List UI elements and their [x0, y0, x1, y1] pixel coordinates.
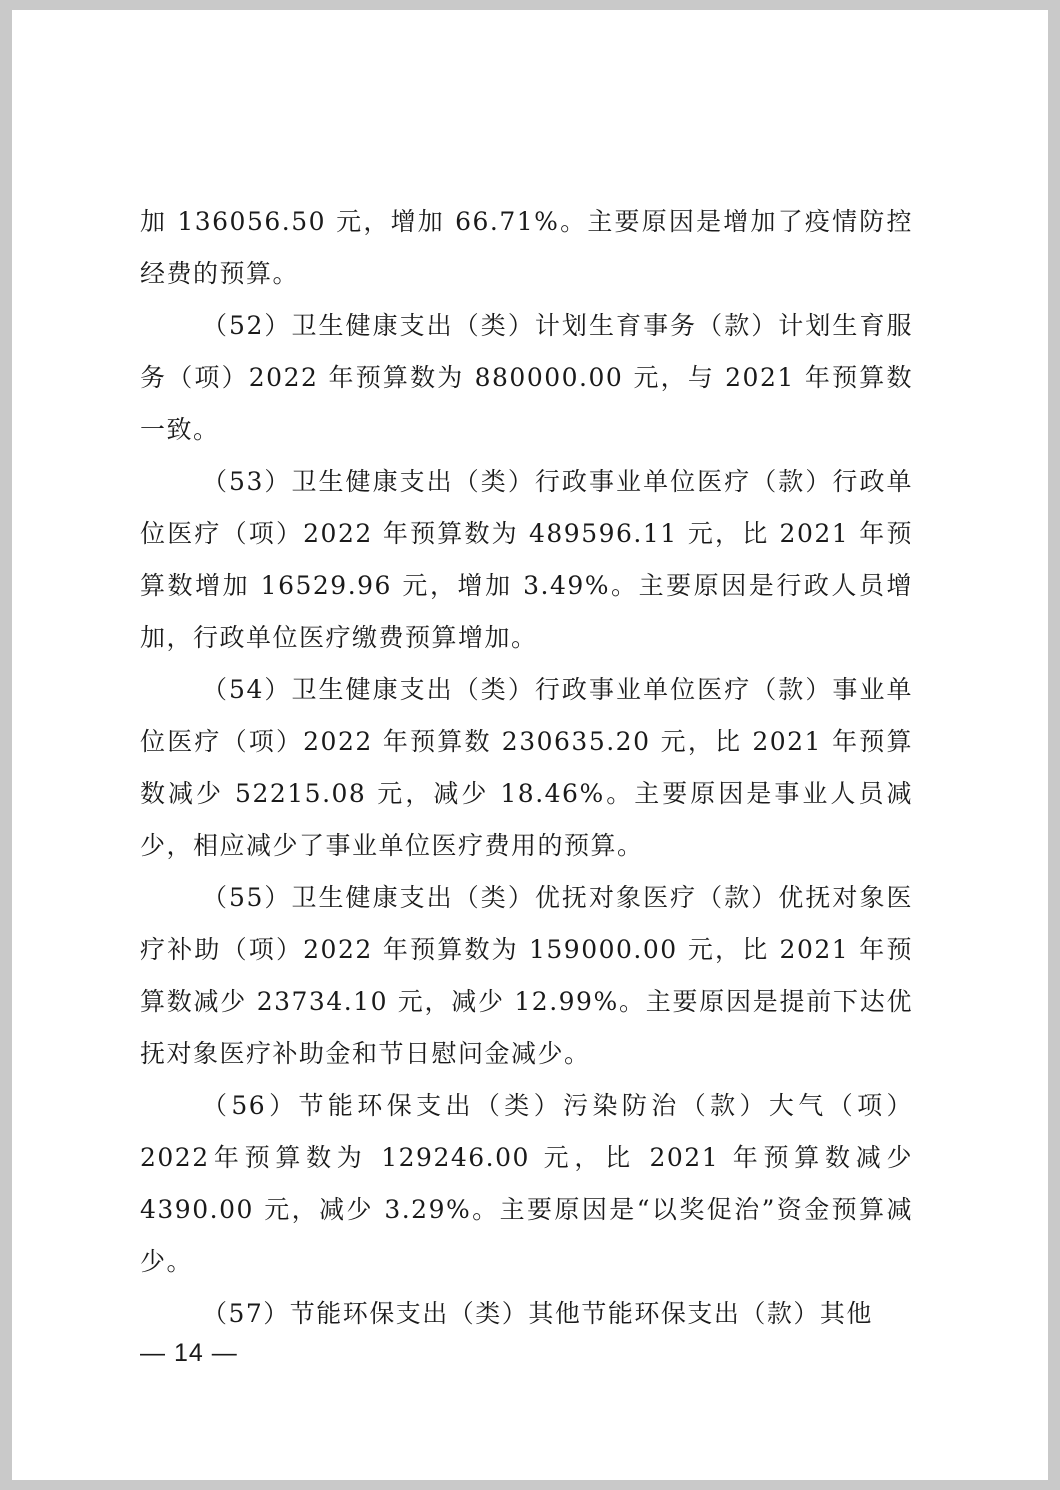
- paragraph-53: （53）卫生健康支出（类）行政事业单位医疗（款）行政单位医疗（项）2022 年预算数为 489596.11 元，比 2021 年预算数增加 16529.96 元，增加 3.49%。主要原因是行政人员增加，行政单位医疗缴费预算增加。: [140, 467, 913, 652]
- page-number: — 14 —: [140, 1339, 238, 1367]
- paragraph-57: （57）节能环保支出（类）其他节能环保支出（款）其他: [202, 1299, 873, 1328]
- document-body: [140, 196, 913, 1340]
- paragraph-continued: 加 136056.50 元，增加 66.71%。主要原因是增加了疫情防控经费的预算。: [140, 207, 913, 288]
- paragraph-56: （56）节能环保支出（类）污染防治（款）大气（项）2022年预算数为 129246.00 元，比 2021 年预算数减少 4390.00 元，减少 3.29%。主要原因是“以奖促治”资金预算减少。: [140, 1091, 913, 1276]
- paragraph-54: （54）卫生健康支出（类）行政事业单位医疗（款）事业单位医疗（项）2022 年预算数 230635.20 元，比 2021 年预算数减少 52215.08 元，减少 18.46%。主要原因是事业人员减少，相应减少了事业单位医疗费用的预算。: [140, 675, 913, 860]
- paragraph-52: （52）卫生健康支出（类）计划生育事务（款）计划生育服务（项）2022 年预算数为 880000.00 元，与 2021 年预算数一致。: [140, 311, 913, 444]
- paragraph-55: （55）卫生健康支出（类）优抚对象医疗（款）优抚对象医疗补助（项）2022 年预算数为 159000.00 元，比 2021 年预算数减少 23734.10 元，减少 12.99%。主要原因是提前下达优抚对象医疗补助金和节日慰问金减少。: [140, 883, 913, 1068]
